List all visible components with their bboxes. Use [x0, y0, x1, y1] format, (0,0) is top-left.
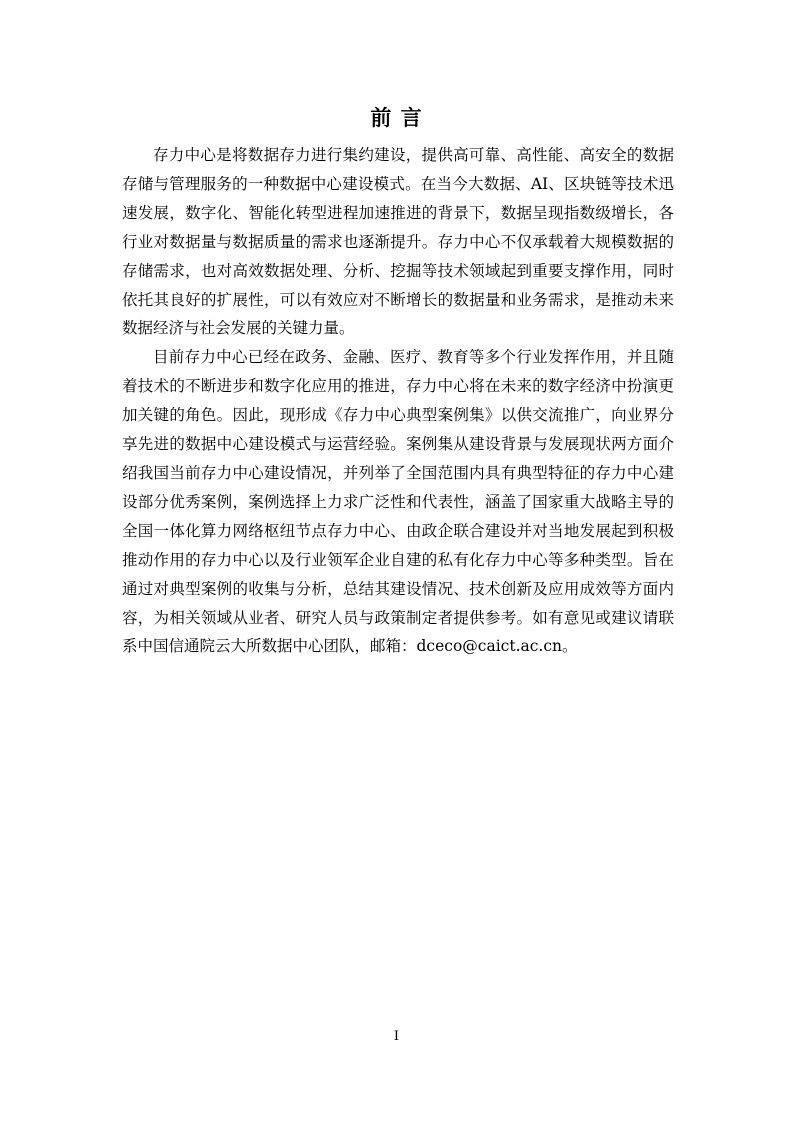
- paragraph: 存力中心是将数据存力进行集约建设，提供高可靠、高性能、高安全的数据存储与管理服务的一种数据中心建设模式。在当今大数据、AI、区块链等技术迅速发展，数字化、智能化转型进程加速推进的背景下，数据呈现指数级增长，各行业对数据量与数据质量的需求也逐渐提升。存力中心不仅承载着大规模数据的存储需求，也对高效数据处理、分析、挖掘等技术领域起到重要支撑作用，同时依托其良好的扩展性，可以有效应对不断增长的数据量和业务需求，是推动未来数据经济与社会发展的关键力量。: [122, 146, 674, 338]
- page-title: 前 言: [370, 105, 423, 130]
- preface-body: [122, 141, 674, 661]
- page-number: I: [393, 1029, 400, 1044]
- paragraph: 目前存力中心已经在政务、金融、医疗、教育等多个行业发挥作用，并且随着技术的不断进步和数字化应用的推进，存力中心将在未来的数字经济中扮演更加关键的角色。因此，现形成《存力中心典型案例集》以供交流推广，向业界分享先进的数据中心建设模式与运营经验。案例集从建设背景与发展现状两方面介绍我国当前存力中心建设情况，并列举了全国范围内具有典型特征的存力中心建设部分优秀案例，案例选择上力求广泛性和代表性，涵盖了国家重大战略主导的全国一体化算力网络枢纽节点存力中心、由政企联合建设并对当地发展起到积极推动作用的存力中心以及行业领军企业自建的私有化存力中心等多种类型。旨在通过对典型案例的收集与分析，总结其建设情况、技术创新及应用成效等方面内容，为相关领域从业者、研究人员与政策制定者提供参考。如有意见或建议请联系中国信通院云大所数据中心团队，邮箱：dceco@caict.ac.cn。: [122, 348, 674, 656]
